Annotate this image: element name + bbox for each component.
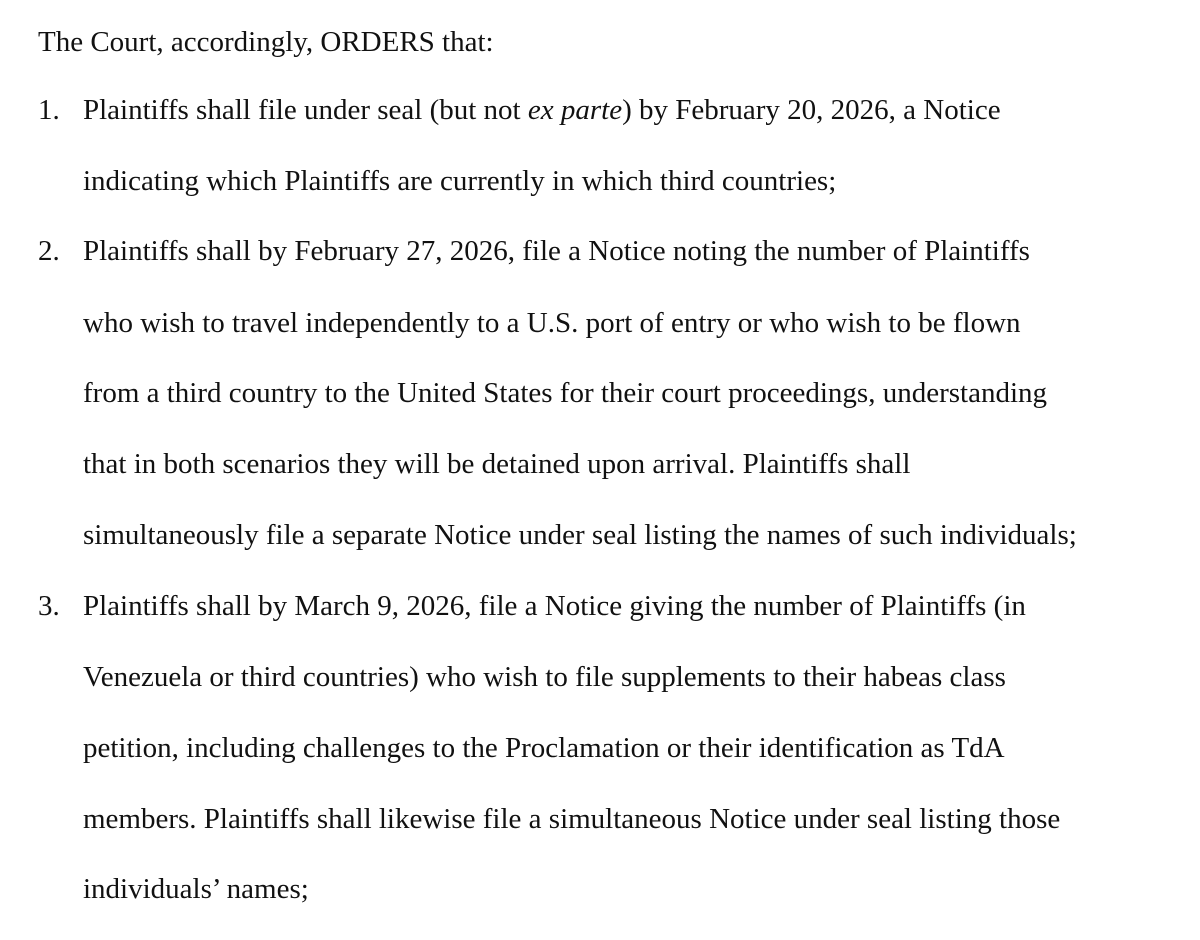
- item-number: 1.: [38, 94, 60, 126]
- item-text: simultaneously file a separate Notice under seal listing the names of such individuals;: [83, 519, 1077, 551]
- item-text: individuals’ names;: [83, 873, 309, 905]
- item-text: Venezuela or third countries) who wish to file supplements to their habeas class: [83, 661, 1006, 693]
- item-number: 2.: [38, 235, 60, 267]
- item-text: indicating which Plaintiffs are currently in which third countries;: [83, 165, 837, 197]
- italic-term: ex parte: [527, 94, 623, 126]
- item-text: who wish to travel independently to a U.S. port of entry or who wish to be flown: [83, 307, 1021, 339]
- item-text: Plaintiffs shall by February 27, 2026, file a Notice noting the number of Plaintiffs: [83, 235, 1030, 267]
- item-number: 3.: [38, 590, 60, 622]
- item-text-before: Plaintiffs shall file under seal (but not: [83, 94, 528, 126]
- item-text: Plaintiffs shall by March 9, 2026, file a Notice giving the number of Plaintiffs (in: [83, 590, 1026, 622]
- item-text: from a third country to the United States for their court proceedings, understanding: [83, 377, 1047, 409]
- item-text: petition, including challenges to the Proclamation or their identification as TdA: [83, 732, 1005, 764]
- intro-text: The Court, accordingly, ORDERS that:: [38, 26, 494, 58]
- item-text: that in both scenarios they will be detained upon arrival. Plaintiffs shall: [83, 448, 911, 480]
- item-text: members. Plaintiffs shall likewise file a simultaneous Notice under seal listing those: [83, 803, 1061, 835]
- item-text-after: ) by February 20, 2026, a Notice: [622, 94, 1001, 126]
- item-text: [83, 90, 1001, 130]
